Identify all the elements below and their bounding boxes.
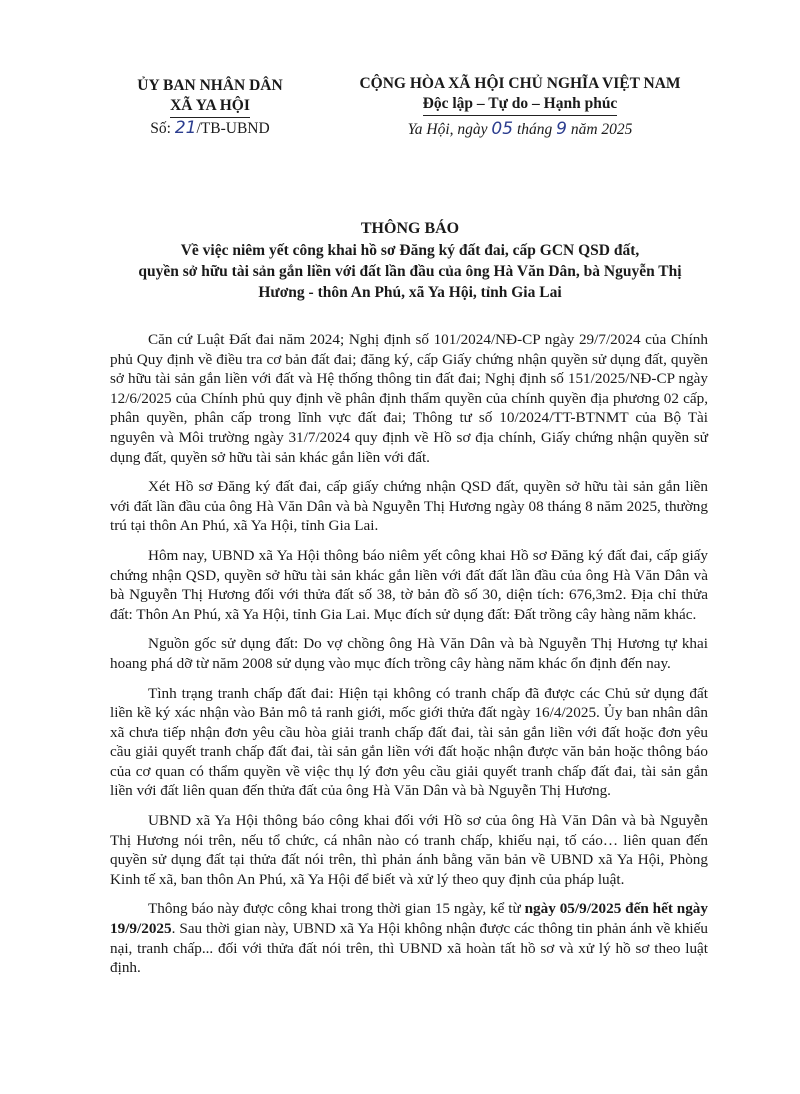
document-date: Ya Hội, ngày 05 tháng 9 năm 2025	[407, 119, 633, 139]
handwritten-number: 21	[174, 118, 197, 138]
paragraph-announcement: Hôm nay, UBND xã Ya Hội thông báo niêm yết công khai Hồ sơ Đăng ký đất đai, cấp giấy chứng nhận QSD, quyền sở hữu tài sản khác gắn liền với đất đất lần đầu của ông Hà Văn Dân và bà Nguyễn Thị Hương đối với thửa đất số 38, tờ bản đồ số 30, diện tích: 676,3m2. Địa chỉ thửa đất: Thôn An Phú, xã Ya Hội, tỉnh Gia Lai. Mục đích sử dụng đất: Đất trồng cây hàng năm khác.	[110, 546, 708, 623]
agency-commune: XÃ YA HỘI	[170, 96, 250, 118]
document-title-block	[110, 218, 710, 303]
paragraph-public-notice: UBND xã Ya Hội thông báo công khai đối với Hồ sơ của ông Hà Văn Dân và bà Nguyễn Thị Hương nói trên, nếu tổ chức, cá nhân nào có tranh chấp, khiếu nại, tố cáo… liên quan đến quyền sử dụng đất tại thửa đất nói trên, thì phản ánh bằng văn bản về UBND xã Ya Hội, Phòng Kinh tế xã, ban thôn An Phú, xã Ya Hội để biết và xử lý theo quy định của pháp luật.	[110, 812, 708, 888]
subject-line-1: Về việc niêm yết công khai hồ sơ Đăng ký đất đai, cấp GCN QSD đất,	[180, 242, 640, 259]
paragraph-land-origin: Nguồn gốc sử dụng đất: Do vợ chồng ông Hà Văn Dân và bà Nguyễn Thị Hương tự khai hoang phá dỡ từ năm 2008 sử dụng vào mục đích trồng cây hàng năm khác ổn định đến nay.	[110, 635, 708, 672]
handwritten-day: 05	[491, 119, 514, 139]
issuing-agency-block	[110, 76, 310, 139]
document-body	[110, 330, 708, 988]
country-name: CỘNG HÒA XÃ HỘI CHỦ NGHĨA VIỆT NAM	[359, 75, 681, 92]
subject-line-3: Hương - thôn An Phú, xã Ya Hội, tỉnh Gia Lai	[258, 284, 562, 301]
national-header-block	[330, 74, 710, 140]
paragraph-application: Xét Hồ sơ Đăng ký đất đai, cấp giấy chứng nhận QSD đất, quyền sở hữu tài sản gắn liền với đất lần đầu của ông Hà Văn Dân và bà Nguyễn Thị Hương ngày 08 tháng 8 năm 2025, thường trú tại thôn An Phú, xã Ya Hội, tỉnh Gia Lai.	[110, 478, 708, 535]
paragraph-legal-basis: Căn cứ Luật Đất đai năm 2024; Nghị định số 101/2024/NĐ-CP ngày 29/7/2024 của Chính phủ Quy định về điều tra cơ bản đất đai; đăng ký, cấp Giấy chứng nhận quyền sử dụng đất, quyền sở hữu tài sản gắn liền với đất và Hệ thống thông tin đất đai; Nghị định số 151/2025/NĐ-CP ngày 12/6/2025 của Chính phủ quy định về phân định thẩm quyền của chính quyền địa phương 02 cấp, phân quyền, phân cấp trong lĩnh vực đất đai; Thông tư số 10/2024/TT-BTNMT của Bộ Tài nguyên và Môi trường ngày 31/7/2024 quy định về Hồ sơ địa chính, Giấy chứng nhận quyền sử dụng đất, quyền sở hữu tài sản khác gắn liền với đất.	[110, 331, 708, 466]
document-number: Số: 21/TB-UBND	[150, 118, 270, 138]
handwritten-month: 9	[556, 119, 567, 139]
agency-name: ỦY BAN NHÂN DÂN	[137, 77, 283, 94]
paragraph-dispute-status: Tình trạng tranh chấp đất đai: Hiện tại không có tranh chấp đã được các Chủ sử dụng đất liền kề ký xác nhận vào Bản mô tả ranh giới, mốc giới thửa đất ngày 16/4/2025. Ủy ban nhân dân xã chưa tiếp nhận đơn yêu cầu hòa giải tranh chấp đất đai, tài sản gắn liền với đất hoặc đơn yêu cầu giải quyết tranh chấp đất đai, tài sản gắn liền với đất hoặc nhận được văn bản hoặc thông báo của cơ quan có thẩm quyền về việc thụ lý đơn yêu cầu giải quyết tranh chấp đất đai, tài sản gắn liền với đất liên quan đến thửa đất của ông Hà Văn Dân và bà Nguyễn Thị Hương.	[110, 684, 708, 800]
notice-period-dates: ngày 05/9/2025 đến hết ngày 19/9/2025	[110, 900, 708, 938]
paragraph-notice-period: Thông báo này được công khai trong thời gian 15 ngày, kể từ ngày 05/9/2025 đến hết ngày 19/9/2025. Sau thời gian này, UBND xã Ya Hội không nhận được các thông tin phản ánh về khiếu nại, tranh chấp... đối với thửa đất nói trên, thì UBND xã hoàn tất hồ sơ và xử lý hồ sơ theo luật định.	[110, 900, 708, 977]
document-title: THÔNG BÁO	[360, 220, 460, 237]
national-motto: Độc lập – Tự do – Hạnh phúc	[423, 94, 618, 116]
subject-line-2: quyền sở hữu tài sản gắn liền với đất lần đầu của ông Hà Văn Dân, bà Nguyễn Thị	[138, 263, 682, 280]
